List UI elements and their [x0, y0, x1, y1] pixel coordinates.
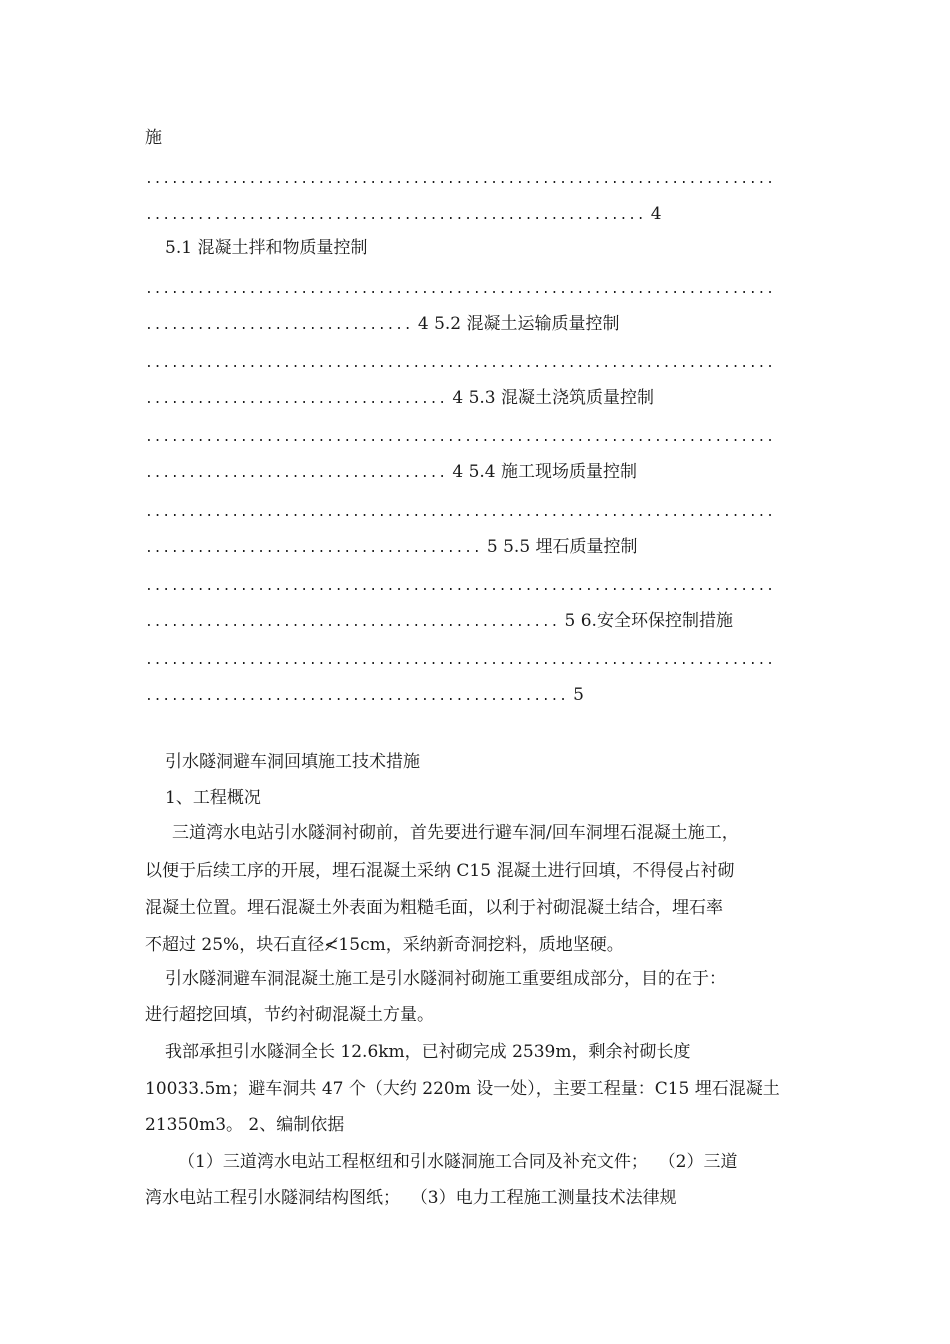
- toc-dot-leader: .........................................................................: [145, 172, 775, 187]
- paragraph-line: 湾水电站工程引水隧洞结构图纸； （3）电力工程施工测量技术法律规: [145, 1188, 677, 1208]
- toc-leader-line: ....................................... 5 5.5 埋石质量控制: [145, 537, 638, 557]
- toc-page-number: 5: [486, 537, 498, 557]
- toc-leader-line: ................................... 4 5.4 施工现场质量控制: [145, 462, 638, 482]
- toc-entry: 5.5 埋石质量控制: [503, 537, 638, 557]
- toc-leader-line: ................................... 4 5.3 混凝土浇筑质量控制: [145, 388, 655, 408]
- toc-page-number: 5: [564, 611, 576, 631]
- paragraph-line: 不超过 25%，块石直径≮15cm，采纳新奇洞挖料，质地坚硬。: [145, 935, 624, 955]
- toc-heading-tail: 施: [145, 128, 162, 148]
- toc-page-number: 4: [650, 204, 662, 224]
- toc-page-number: 4: [452, 462, 464, 482]
- toc-leader-line: ................................................. 5: [145, 685, 584, 705]
- toc-dot-leader: .........................................................................: [145, 653, 775, 668]
- document-title: 引水隧洞避车洞回填施工技术措施: [165, 752, 420, 772]
- toc-dot-leader: .........................................................................: [145, 579, 775, 594]
- section-heading: 1、工程概况: [165, 788, 261, 808]
- toc-entry: 5.2 混凝土运输质量控制: [434, 314, 620, 334]
- toc-entry: 5.1 混凝土拌和物质量控制: [165, 238, 368, 258]
- paragraph-line: 三道湾水电站引水隧洞衬砌前，首先要进行避车洞/回车洞埋石混凝土施工，: [172, 823, 739, 843]
- paragraph-line: 以便于后续工序的开展，埋石混凝土采纳 C15 混凝土进行回填，不得侵占衬砌: [145, 861, 735, 881]
- toc-entry: 6.安全环保控制措施: [580, 611, 733, 631]
- toc-dot-leader: .........................................................................: [145, 282, 775, 297]
- paragraph-line: 混凝土位置。埋石混凝土外表面为粗糙毛面，以利于衬砌混凝土结合，埋石率: [145, 898, 723, 918]
- toc-leader-line: ................................................ 5 6.安全环保控制措施: [145, 611, 733, 631]
- toc-leader-line: ............................... 4 5.2 混凝土运输质量控制: [145, 314, 620, 334]
- toc-entry: 5.3 混凝土浇筑质量控制: [468, 388, 655, 408]
- toc-entry: 5.4 施工现场质量控制: [468, 462, 638, 482]
- toc-page-number: 4: [452, 388, 464, 408]
- paragraph-line: 进行超挖回填，节约衬砌混凝土方量。: [145, 1005, 434, 1025]
- toc-page-number: 5: [573, 685, 584, 705]
- paragraph-line: 10033.5m；避车洞共 47 个（大约 220m 设一处），主要工程量：C15 埋石混凝土: [145, 1079, 780, 1099]
- toc-dot-leader: .........................................................................: [145, 505, 775, 520]
- paragraph-line: 我部承担引水隧洞全长 12.6km，已衬砌完成 2539m，剩余衬砌长度: [165, 1042, 691, 1062]
- toc-leader-line: .......................................................... 4: [145, 204, 662, 224]
- toc-dot-leader: .........................................................................: [145, 356, 775, 371]
- paragraph-line: 引水隧洞避车洞混凝土施工是引水隧洞衬砌施工重要组成部分，目的在于：: [165, 969, 726, 989]
- toc-page-number: 4: [417, 314, 429, 334]
- paragraph-line: （1）三道湾水电站工程枢纽和引水隧洞施工合同及补充文件； （2）三道: [178, 1152, 738, 1172]
- paragraph-line: 21350m3。 2、编制依据: [145, 1115, 345, 1135]
- toc-dot-leader: .........................................................................: [145, 430, 775, 445]
